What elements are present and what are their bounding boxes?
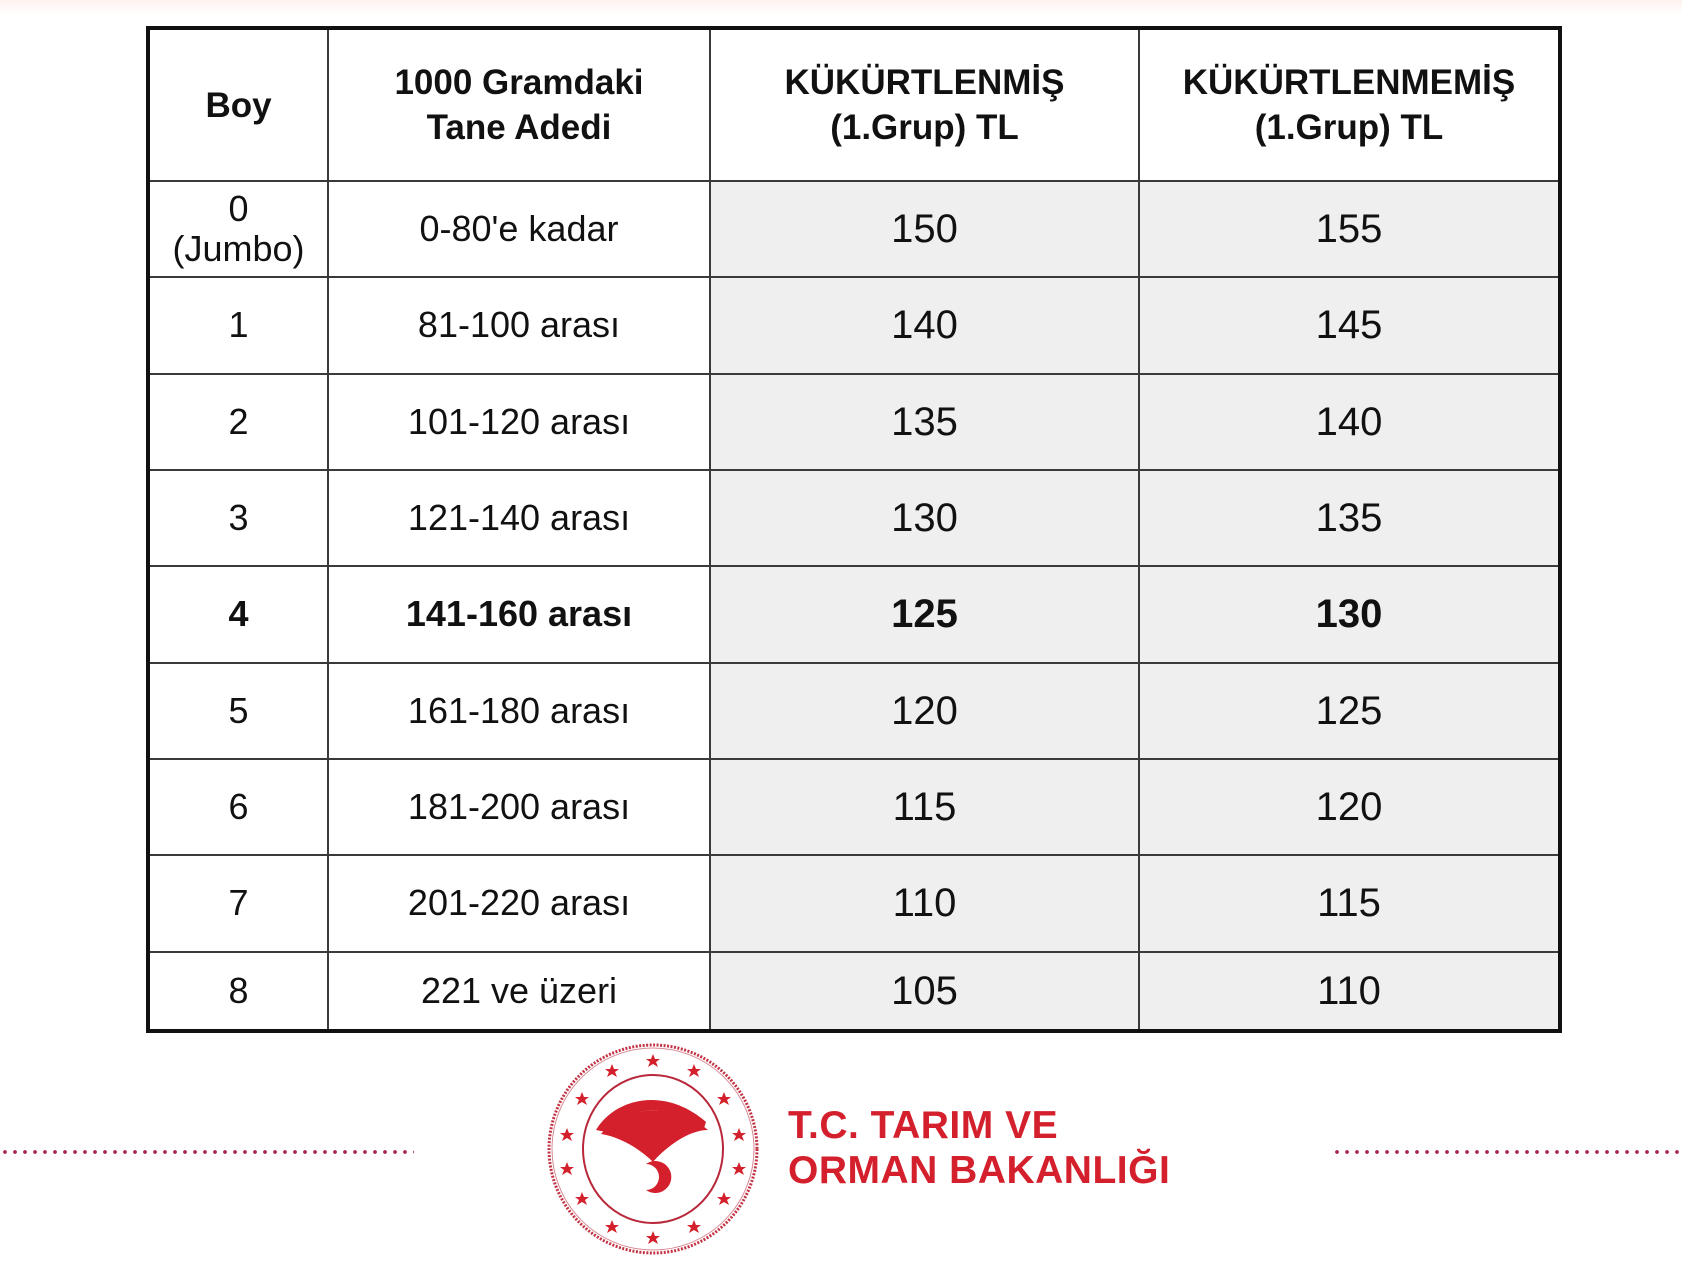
cell-boy: 2 <box>148 374 328 470</box>
table-header-row <box>148 28 1560 181</box>
header-grain-count: 1000 Gramdaki Tane Adedi <box>328 28 710 181</box>
cell-grain-count: 0-80'e kadar <box>328 181 710 277</box>
table-row-highlighted <box>148 566 1560 662</box>
table-row <box>148 470 1560 566</box>
cell-boy: 5 <box>148 663 328 759</box>
top-fade <box>0 0 1682 14</box>
cell-sulfured-price: 110 <box>710 855 1139 951</box>
cell-boy: 4 <box>148 566 328 662</box>
dotted-divider-left <box>0 1150 414 1154</box>
cell-sulfured-price: 150 <box>710 181 1139 277</box>
cell-unsulfured-price: 135 <box>1139 470 1560 566</box>
cell-sulfured-price: 130 <box>710 470 1139 566</box>
header-boy: Boy <box>148 28 328 181</box>
cell-unsulfured-price: 125 <box>1139 663 1560 759</box>
dotted-divider-right <box>1332 1150 1682 1154</box>
cell-unsulfured-price: 115 <box>1139 855 1560 951</box>
ministry-name-line1: T.C. TARIM VE <box>788 1104 1059 1147</box>
cell-grain-count: 201-220 arası <box>328 855 710 951</box>
cell-boy: 6 <box>148 759 328 855</box>
cell-unsulfured-price: 120 <box>1139 759 1560 855</box>
table-row <box>148 181 1560 277</box>
cell-grain-count: 121-140 arası <box>328 470 710 566</box>
cell-grain-count: 81-100 arası <box>328 277 710 373</box>
cell-sulfured-price: 135 <box>710 374 1139 470</box>
cell-grain-count: 101-120 arası <box>328 374 710 470</box>
cell-boy: 8 <box>148 952 328 1031</box>
cell-unsulfured-price: 145 <box>1139 277 1560 373</box>
cell-boy: 0 (Jumbo) <box>148 181 328 277</box>
ministry-emblem-icon <box>546 1042 760 1256</box>
cell-grain-count: 141-160 arası <box>328 566 710 662</box>
header-unsulfured-price: KÜKÜRTLENMEMİŞ (1.Grup) TL <box>1139 28 1560 181</box>
ministry-name <box>788 1103 1170 1193</box>
cell-unsulfured-price: 130 <box>1139 566 1560 662</box>
ministry-name-line2: ORMAN BAKANLIĞI <box>788 1149 1171 1192</box>
cell-sulfured-price: 125 <box>710 566 1139 662</box>
cell-sulfured-price: 120 <box>710 663 1139 759</box>
cell-unsulfured-price: 140 <box>1139 374 1560 470</box>
cell-sulfured-price: 105 <box>710 952 1139 1031</box>
price-table <box>146 26 1562 1033</box>
cell-unsulfured-price: 110 <box>1139 952 1560 1031</box>
table-row <box>148 374 1560 470</box>
table-row <box>148 952 1560 1031</box>
cell-boy: 1 <box>148 277 328 373</box>
cell-sulfured-price: 140 <box>710 277 1139 373</box>
cell-grain-count: 161-180 arası <box>328 663 710 759</box>
table-row <box>148 277 1560 373</box>
cell-unsulfured-price: 155 <box>1139 181 1560 277</box>
table-row <box>148 759 1560 855</box>
cell-grain-count: 181-200 arası <box>328 759 710 855</box>
table-row <box>148 855 1560 951</box>
cell-sulfured-price: 115 <box>710 759 1139 855</box>
cell-boy: 3 <box>148 470 328 566</box>
cell-boy: 7 <box>148 855 328 951</box>
cell-grain-count: 221 ve üzeri <box>328 952 710 1031</box>
table-row <box>148 663 1560 759</box>
header-sulfured-price: KÜKÜRTLENMİŞ (1.Grup) TL <box>710 28 1139 181</box>
